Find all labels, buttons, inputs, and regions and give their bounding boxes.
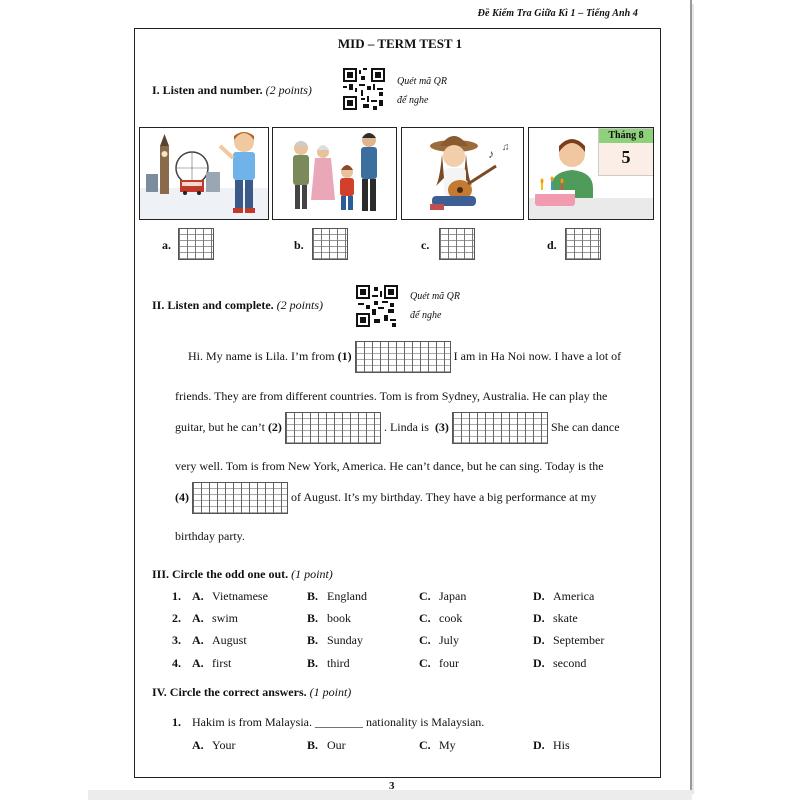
picture-london-boy <box>139 127 269 220</box>
picture-birthday-boy <box>528 127 654 220</box>
option-text: swim <box>212 611 239 625</box>
option-letter: B. <box>307 611 319 625</box>
option-a[interactable] <box>192 633 247 648</box>
question-number: 1. <box>172 715 181 729</box>
option-text: cook <box>439 611 463 625</box>
option-letter: B. <box>307 633 319 647</box>
option-b[interactable] <box>307 611 351 626</box>
option-letter: D. <box>533 611 545 625</box>
option-letter: B. <box>307 589 319 603</box>
section4-heading-text: IV. Circle the correct answers. <box>152 685 307 699</box>
question-row <box>0 589 800 607</box>
option-a[interactable] <box>192 611 238 626</box>
question-number: 3. <box>172 633 181 647</box>
option-letter: C. <box>419 633 431 647</box>
question-row <box>0 656 800 674</box>
option-d[interactable] <box>533 656 586 671</box>
picture-girl-guitar <box>401 127 524 220</box>
answer-row <box>0 738 800 756</box>
answer-box-b[interactable] <box>312 228 348 260</box>
question-row <box>0 633 800 651</box>
section3-points: (1 point) <box>291 567 333 581</box>
page-number: 3 <box>389 780 395 792</box>
passage-line-3 <box>175 412 620 444</box>
question-number: 1. <box>172 589 181 603</box>
section1-heading-text: I. Listen and number. <box>152 83 263 97</box>
qr-note-2-line2: để nghe <box>410 310 442 321</box>
answer-box-4[interactable] <box>192 482 288 514</box>
option-text: Your <box>212 738 236 752</box>
option-letter: A. <box>192 656 204 670</box>
option-a[interactable] <box>192 589 268 604</box>
blank-number-2: (2) <box>267 419 282 434</box>
option-text: four <box>439 656 459 670</box>
option-text: book <box>327 611 351 625</box>
answer-box-d[interactable] <box>565 228 601 260</box>
passage-line-6: birthday party. <box>175 529 245 543</box>
picture-family <box>272 127 397 220</box>
label-c: c. <box>421 238 430 252</box>
passage-text: of August. It’s my birthday. They have a big performance at my <box>291 489 597 504</box>
answer-box-2[interactable] <box>285 412 381 444</box>
option-b[interactable] <box>307 738 346 753</box>
passage-line-4: very well. Tom is from New York, America. He can’t dance, but he can sing. Today is the <box>175 459 604 473</box>
section2-heading <box>152 298 323 313</box>
option-letter: D. <box>533 656 545 670</box>
answer-box-3[interactable] <box>452 412 548 444</box>
answer-box-a[interactable] <box>178 228 214 260</box>
option-text: Our <box>327 738 346 752</box>
qr-code-icon[interactable] <box>343 68 385 110</box>
option-text: September <box>553 633 605 647</box>
section4-heading <box>152 685 351 700</box>
qr-note <box>397 72 447 110</box>
option-c[interactable] <box>419 656 459 671</box>
test-title: MID – TERM TEST 1 <box>337 36 463 51</box>
svg-text:♪: ♪ <box>488 147 494 161</box>
option-c[interactable] <box>419 633 459 648</box>
option-text: His <box>553 738 570 752</box>
page-header: Đề Kiểm Tra Giữa Kì 1 – Tiếng Anh 4 <box>477 8 638 19</box>
section3-heading <box>152 567 333 582</box>
passage-text: guitar, but he can’t <box>175 419 265 434</box>
question-number: 4. <box>172 656 181 670</box>
qr-note-2-line1: Quét mã QR <box>410 291 460 302</box>
option-a[interactable] <box>192 656 231 671</box>
option-text: third <box>327 656 350 670</box>
option-letter: A. <box>192 738 204 752</box>
question-row <box>0 715 800 733</box>
option-text: My <box>439 738 456 752</box>
option-letter: B. <box>307 656 319 670</box>
option-text: America <box>553 589 595 603</box>
question-row <box>0 611 800 629</box>
option-b[interactable] <box>307 633 363 648</box>
section4-points: (1 point) <box>309 685 352 699</box>
calendar-day: 5 <box>621 147 631 167</box>
passage-text: . Linda is <box>383 419 429 434</box>
qr-code-icon[interactable] <box>356 285 398 327</box>
qr-note-line1: Quét mã QR <box>397 76 447 87</box>
section1-heading <box>152 83 312 98</box>
option-b[interactable] <box>307 656 350 671</box>
option-text: skate <box>553 611 578 625</box>
option-b[interactable] <box>307 589 367 604</box>
option-text: second <box>553 656 587 670</box>
option-text: first <box>212 656 232 670</box>
blank-number-3: (3) <box>434 419 449 434</box>
option-letter: D. <box>533 589 545 603</box>
option-text: England <box>327 589 367 603</box>
option-letter: B. <box>307 738 319 752</box>
answer-box-c[interactable] <box>439 228 475 260</box>
option-letter: C. <box>419 656 431 670</box>
option-c[interactable] <box>419 589 466 604</box>
passage-text: I am in Ha Noi now. I have a lot of <box>453 348 622 363</box>
option-c[interactable] <box>419 738 456 753</box>
option-d[interactable] <box>533 611 578 626</box>
passage-text: She can dance <box>550 419 620 434</box>
label-a: a. <box>162 238 171 252</box>
option-text: Japan <box>439 589 467 603</box>
calendar <box>598 128 654 176</box>
passage-line-1 <box>188 341 621 373</box>
option-letter: A. <box>192 589 204 603</box>
option-d[interactable] <box>533 589 594 604</box>
passage-line-2: friends. They are from different countries. Tom is from Sydney, Australia. He can play the <box>175 389 608 403</box>
option-letter: A. <box>192 611 204 625</box>
option-letter: C. <box>419 589 431 603</box>
option-letter: C. <box>419 611 431 625</box>
question-number: 2. <box>172 611 181 625</box>
passage-text: Hi. My name is Lila. I’m from <box>188 348 335 363</box>
section1-points: (2 points) <box>265 83 312 97</box>
option-letter: C. <box>419 738 431 752</box>
option-text: Sunday <box>327 633 363 647</box>
blank-number-4: (4) <box>175 489 189 504</box>
section3-heading-text: III. Circle the odd one out. <box>152 567 289 581</box>
svg-text:♫: ♫ <box>502 142 510 153</box>
question-text: Hakim is from Malaysia. ________ nationality is Malaysian. <box>192 715 485 729</box>
section2-heading-text: II. Listen and complete. <box>152 298 274 312</box>
section2-points: (2 points) <box>276 298 324 312</box>
qr-note-2 <box>410 287 460 325</box>
passage-line-5 <box>175 482 596 514</box>
answer-box-1[interactable] <box>355 341 451 373</box>
option-d[interactable] <box>533 633 604 648</box>
label-d: d. <box>547 238 557 252</box>
blank-number-1: (1) <box>337 348 352 363</box>
option-c[interactable] <box>419 611 462 626</box>
qr-note-line2: để nghe <box>397 95 429 106</box>
option-text: August <box>212 633 247 647</box>
option-text: Vietnamese <box>212 589 268 603</box>
option-letter: D. <box>533 633 545 647</box>
option-letter: A. <box>192 633 204 647</box>
label-b: b. <box>294 238 304 252</box>
option-a[interactable] <box>192 738 235 753</box>
calendar-month: Tháng 8 <box>599 129 653 143</box>
option-d[interactable] <box>533 738 570 753</box>
option-letter: D. <box>533 738 545 752</box>
option-text: July <box>439 633 460 647</box>
